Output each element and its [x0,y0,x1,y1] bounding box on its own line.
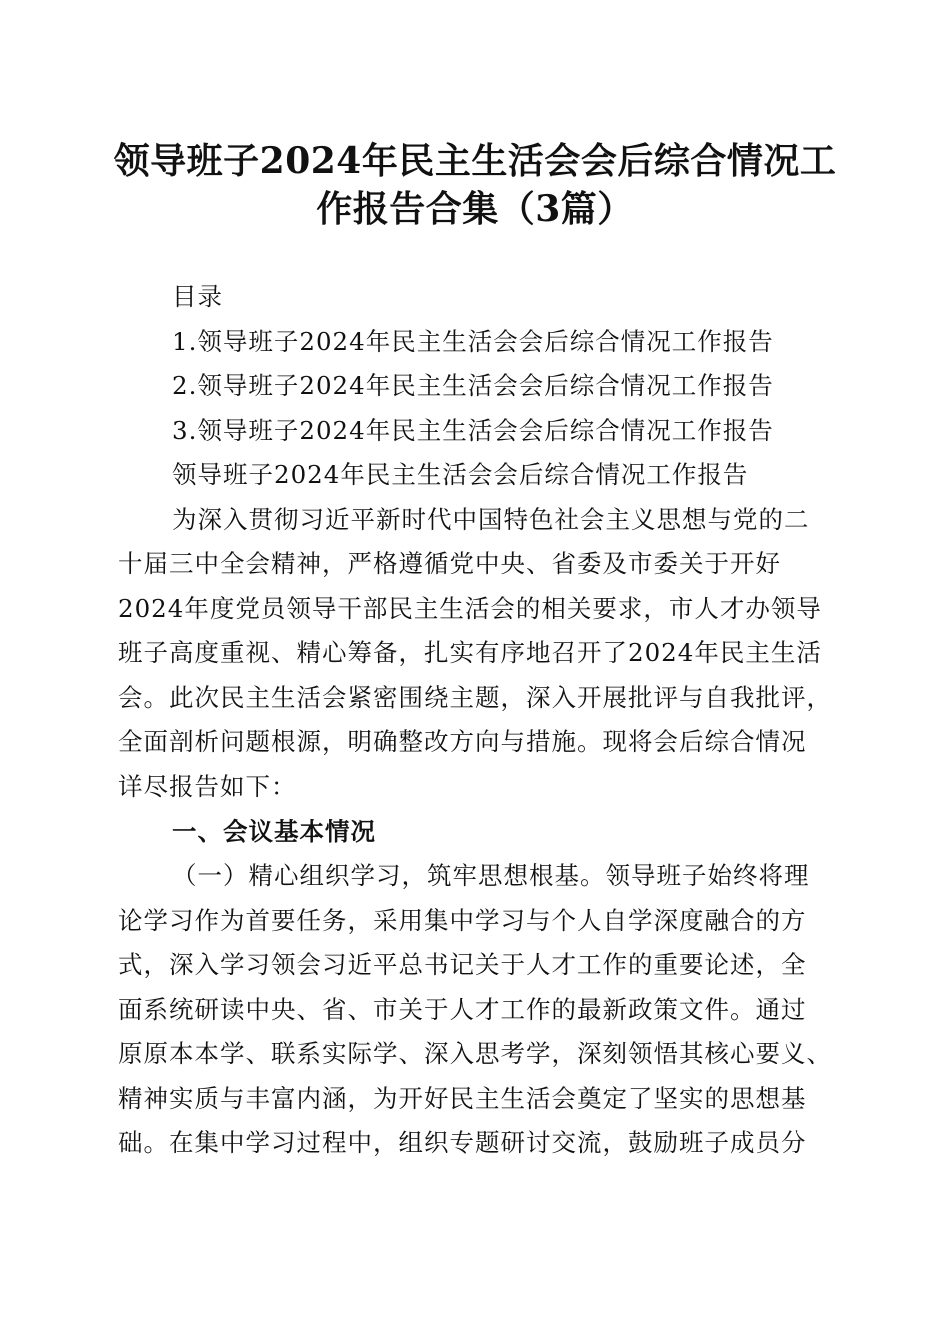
section-1-line: 精神实质与丰富内涵，为开好民主生活会奠定了坚实的思想基 [118,1084,807,1113]
intro-line: 会。此次民主生活会紧密围绕主题，深入开展批评与自我批评， [118,683,832,712]
toc-item-1: 1.领导班子2024年民主生活会会后综合情况工作报告 [172,327,774,356]
intro-line: 2024年度党员领导干部民主生活会的相关要求，市人才办领导 [118,594,822,623]
toc-item-2: 2.领导班子2024年民主生活会会后综合情况工作报告 [172,371,774,400]
intro-line: 详尽报告如下： [118,772,297,801]
section-1-line: 础。在集中学习过程中，组织专题研讨交流，鼓励班子成员分 [118,1128,807,1157]
document-title-line-1: 领导班子2024年民主生活会会后综合情况工 [113,140,837,182]
section-1-line: （一）精心组织学习，筑牢思想根基。领导班子始终将理 [172,861,810,890]
section-1-line: 式，深入学习领会习近平总书记关于人才工作的重要论述，全 [118,950,807,979]
document-title-line-2: 作报告合集（3篇） [316,188,634,230]
toc-label: 目录 [172,282,223,311]
section-1-line: 论学习作为首要任务，采用集中学习与个人自学深度融合的方 [118,906,807,935]
section-1-line: 原原本本学、联系实际学、深入思考学，深刻领悟其核心要义、 [118,1039,832,1068]
toc-item-3: 3.领导班子2024年民主生活会会后综合情况工作报告 [172,416,774,445]
report-subtitle: 领导班子2024年民主生活会会后综合情况工作报告 [172,460,749,489]
intro-line: 为深入贯彻习近平新时代中国特色社会主义思想与党的二 [172,505,810,534]
section-1-heading: 一、会议基本情况 [172,817,376,846]
section-1-line: 面系统研读中央、省、市关于人才工作的最新政策文件。通过 [118,995,807,1024]
intro-line: 全面剖析问题根源，明确整改方向与措施。现将会后综合情况 [118,727,807,756]
intro-line: 十届三中全会精神，严格遵循党中央、省委及市委关于开好 [118,549,781,578]
intro-line: 班子高度重视、精心筹备，扎实有序地召开了2024年民主生活 [118,638,822,667]
